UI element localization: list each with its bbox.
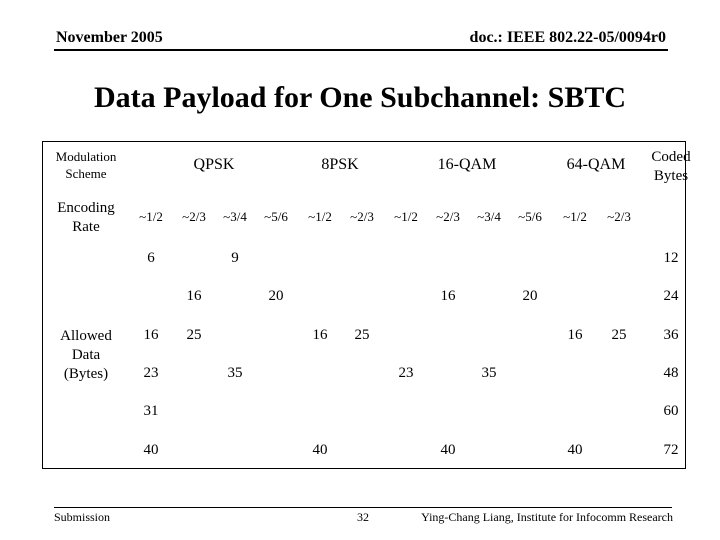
rate-qpsk-5-6: ~5/6 — [264, 209, 288, 224]
coded-bytes-cell: 36 — [663, 327, 679, 343]
table-cell: 35 — [481, 365, 497, 381]
payload-table — [42, 141, 686, 469]
table-cell: 6 — [147, 250, 155, 266]
rate-8psk-2-3: ~2/3 — [350, 209, 374, 224]
rate-qpsk-2-3: ~2/3 — [182, 209, 206, 224]
coded-bytes-cell: 24 — [663, 288, 679, 304]
rate-8psk-1-2: ~1/2 — [308, 209, 332, 224]
coded-bytes-header: Coded Bytes — [651, 149, 691, 184]
row-header-allowed-data: Allowed Data (Bytes) — [60, 328, 112, 382]
footer-rule — [54, 507, 672, 508]
table-cell: 16 — [440, 288, 456, 304]
rate-16qam-1-2: ~1/2 — [394, 209, 418, 224]
table-cell: 16 — [143, 327, 159, 343]
slide-title: Data Payload for One Subchannel: SBTC — [93, 81, 627, 114]
coded-bytes-cell: 72 — [663, 442, 679, 458]
modulation-8psk: 8PSK — [321, 156, 359, 173]
rate-qpsk-3-4: ~3/4 — [223, 209, 247, 224]
table-cell: 23 — [398, 365, 414, 381]
modulation-64qam: 64-QAM — [566, 156, 626, 173]
rate-64qam-1-2: ~1/2 — [563, 209, 587, 224]
rate-16qam-3-4: ~3/4 — [477, 209, 501, 224]
table-cell: 20 — [268, 288, 284, 304]
footer-submission: Submission — [54, 510, 111, 524]
footer-author: Ying-Chang Liang, Institute for Infocomm Research — [421, 510, 673, 524]
row-header-encoding: Encoding Rate — [57, 200, 115, 235]
table-cell: 16 — [186, 288, 202, 304]
header-rule — [54, 49, 668, 51]
table-cell: 23 — [143, 365, 159, 381]
modulation-qpsk: QPSK — [193, 156, 235, 173]
table-cell: 20 — [522, 288, 538, 304]
table-cell: 25 — [611, 327, 627, 343]
table-cell: 35 — [227, 365, 243, 381]
row-header-modulation: Modulation Scheme — [55, 149, 117, 181]
footer-page-number: 32 — [357, 510, 369, 524]
table-cell: 40 — [440, 442, 456, 458]
table-cell: 40 — [312, 442, 328, 458]
coded-bytes-cell: 60 — [663, 403, 679, 419]
table-cell: 25 — [186, 327, 202, 343]
table-cell: 16 — [567, 327, 583, 343]
rate-16qam-5-6: ~5/6 — [518, 209, 542, 224]
table-cell: 9 — [231, 250, 239, 266]
table-cell: 40 — [567, 442, 583, 458]
rate-16qam-2-3: ~2/3 — [436, 209, 460, 224]
coded-bytes-cell: 12 — [663, 250, 679, 266]
modulation-16qam: 16-QAM — [437, 156, 497, 173]
coded-bytes-cell: 48 — [663, 365, 679, 381]
header-date: November 2005 — [56, 29, 163, 46]
header-doc-id: doc.: IEEE 802.22-05/0094r0 — [469, 29, 666, 46]
table-cell: 25 — [354, 327, 370, 343]
table-cell: 31 — [143, 403, 159, 419]
table-cell: 40 — [143, 442, 159, 458]
rate-64qam-2-3: ~2/3 — [607, 209, 631, 224]
rate-qpsk-1-2: ~1/2 — [139, 209, 163, 224]
table-cell: 16 — [312, 327, 328, 343]
